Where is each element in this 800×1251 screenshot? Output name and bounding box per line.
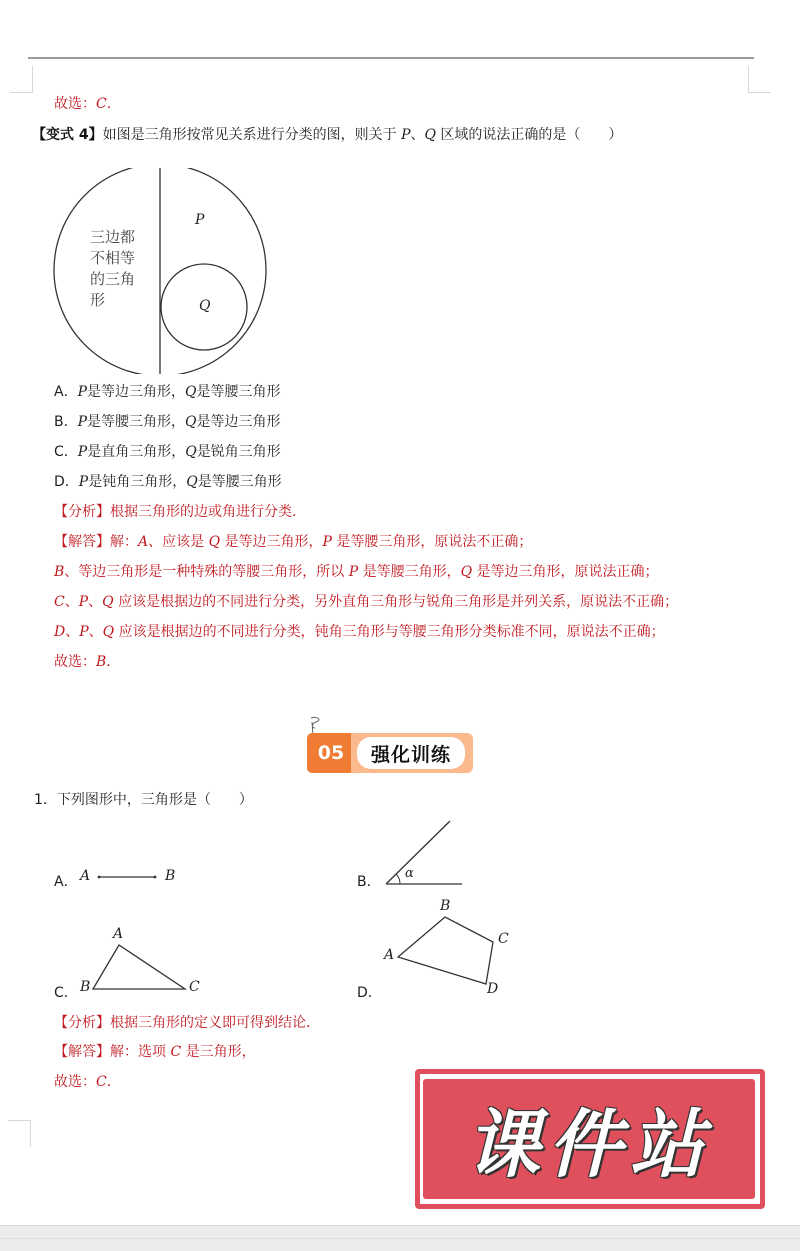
var-p: P — [77, 444, 88, 460]
var-q: Q — [186, 474, 198, 490]
solution-line — [54, 562, 659, 582]
option-letter: D． — [54, 474, 79, 490]
solution-text: 是三角形， — [181, 1044, 256, 1060]
margin-corner-mark — [748, 66, 771, 93]
question-text: 如图是三角形按常见关系进行分类的图，则关于 — [102, 127, 402, 143]
math-var: C — [54, 594, 65, 610]
section-number: 05 — [307, 733, 355, 773]
option-text: 是等边三角形 — [196, 414, 281, 430]
point-label: B — [440, 898, 451, 914]
point-label: C — [498, 931, 509, 947]
solution-text: 解： — [110, 534, 138, 550]
solution-text: 是等边三角形， — [220, 534, 323, 550]
solution-text: 、 — [64, 594, 79, 610]
var-p: P — [77, 384, 87, 400]
point-label: B — [165, 868, 176, 884]
answer-label: 故选： — [54, 1074, 96, 1090]
solution-text: 、 — [65, 624, 80, 640]
solution-text: 是等边三角形，原说法正确； — [472, 564, 659, 580]
point-label: B — [80, 979, 91, 995]
point-label: A — [80, 868, 91, 884]
option-a — [54, 382, 280, 402]
option-text: 是钝角三角形， — [88, 474, 187, 490]
math-var: D — [54, 624, 66, 640]
solution-text: 是等腰三角形， — [358, 564, 461, 580]
answer-choice: C — [96, 1074, 107, 1090]
math-var: B — [54, 564, 65, 580]
solution-text: 应该是根据边的不同进行分类，另外直角三角形与锐角三角形是并列关系，原说法不正确； — [113, 594, 679, 610]
triangle-abc-figure — [85, 935, 195, 1000]
previous-answer — [54, 94, 111, 114]
label-line: 的三角 — [90, 270, 136, 288]
solution-text: 、 — [88, 594, 103, 610]
watermark-text: 课件站 — [466, 1102, 712, 1188]
separator: 、 — [410, 127, 425, 143]
answer-choice: B — [96, 654, 107, 670]
region-scalene-label — [90, 227, 135, 311]
answer-label: 故选： — [54, 96, 96, 112]
solution-tag: 【解答】 — [54, 534, 110, 550]
quadrilateral-shape — [398, 917, 493, 984]
margin-corner-mark — [8, 1120, 31, 1147]
point-label: A — [384, 947, 395, 963]
math-var: P — [79, 624, 89, 640]
watermark-stamp — [415, 1067, 767, 1212]
solution-line — [54, 622, 665, 642]
math-var: Q — [460, 564, 473, 580]
option-b — [54, 412, 281, 432]
q1-option-b-letter: B． — [357, 874, 381, 890]
angle-arc — [396, 874, 400, 884]
region-q-label: Q — [199, 298, 211, 314]
option-text: 是等腰三角形 — [196, 384, 281, 400]
math-var: P — [348, 564, 359, 580]
angle-label: α — [405, 866, 414, 881]
analysis-tag: 【分析】 — [54, 504, 110, 520]
analysis — [54, 502, 306, 522]
solution-tag: 【解答】 — [54, 1044, 110, 1060]
question-text: 区域的说法正确的是（ ） — [435, 127, 623, 143]
var-q: Q — [424, 127, 436, 143]
q1-option-d-letter: D． — [357, 985, 382, 1001]
answer-choice: C — [96, 96, 107, 112]
angle-figure — [380, 815, 470, 890]
answer-label: 故选： — [54, 654, 96, 670]
margin-corner-mark — [10, 66, 33, 93]
solution-text: 、应该是 — [148, 534, 209, 550]
q1-stem: 1．下列图形中，三角形是（ ） — [34, 792, 253, 808]
solution-text: 是等腰三角形，原说法不正确； — [331, 534, 533, 550]
page-top-border — [28, 57, 754, 59]
q1-option-a-letter: A． — [54, 874, 78, 890]
q1-answer — [54, 1072, 121, 1092]
answer-end: . — [106, 96, 112, 112]
math-var: C — [170, 1044, 182, 1060]
option-text: 是等腰三角形， — [87, 414, 186, 430]
region-p-label: P — [195, 212, 205, 228]
q1-option-c-letter: C． — [54, 985, 78, 1001]
point-dot — [154, 876, 157, 879]
viewer-bottom-divider — [0, 1238, 800, 1239]
var-q: Q — [185, 384, 197, 400]
option-d — [54, 472, 282, 492]
point-label: D — [487, 981, 499, 997]
solution-line — [54, 592, 678, 612]
variant4-question — [32, 125, 622, 145]
math-var: P — [78, 594, 89, 610]
angle-ray — [386, 821, 450, 884]
analysis-tag: 【分析】 — [54, 1015, 110, 1031]
label-line: 不相等 — [90, 249, 136, 267]
q1-solution — [54, 1042, 256, 1062]
question-tag: 【变式 4】 — [32, 127, 103, 143]
answer-end: ． — [106, 654, 121, 670]
triangle-classification-figure — [50, 168, 272, 374]
final-answer — [54, 652, 120, 672]
segment-ab-figure — [95, 870, 165, 884]
solution-text: 、 — [88, 624, 103, 640]
math-var: Q — [102, 624, 115, 640]
answer-end: ． — [106, 1074, 121, 1090]
option-letter: C． — [54, 444, 78, 460]
section-badge — [307, 733, 473, 773]
solution-text: 、等边三角形是一种特殊的等腰三角形，所以 — [64, 564, 349, 580]
var-q: Q — [185, 444, 197, 460]
var-p: P — [401, 127, 411, 143]
label-line: 三边都 — [90, 228, 136, 246]
math-var: Q — [102, 594, 114, 610]
section-title: 强化训练 — [357, 737, 465, 769]
point-dot — [98, 876, 101, 879]
section-title-frame — [351, 733, 473, 773]
option-c — [54, 442, 281, 462]
quadrilateral-abcd-figure — [390, 910, 510, 990]
math-var: Q — [208, 534, 221, 550]
var-q: Q — [185, 414, 197, 430]
option-text: 是等腰三角形 — [197, 474, 282, 490]
math-var: A — [138, 534, 149, 550]
point-label: A — [113, 926, 124, 942]
solution-line — [54, 532, 532, 552]
var-p: P — [78, 474, 89, 490]
math-var: P — [322, 534, 332, 550]
analysis-text: 根据三角形的定义即可得到结论． — [110, 1015, 320, 1031]
solution-text: 应该是根据边的不同进行分类，钝角三角形与等腰三角形分类标准不同，原说法不正确； — [114, 624, 665, 640]
label-line: 形 — [90, 291, 106, 309]
triangle-shape — [93, 945, 185, 989]
q1-analysis — [54, 1013, 320, 1033]
point-label: C — [189, 979, 200, 995]
solution-text: 解：选项 — [110, 1044, 171, 1060]
option-text: 是直角三角形， — [87, 444, 186, 460]
option-letter: A． — [54, 384, 78, 400]
option-text: 是等边三角形， — [87, 384, 185, 400]
option-text: 是锐角三角形 — [196, 444, 281, 460]
var-p: P — [77, 414, 88, 430]
analysis-text: 根据三角形的边或角进行分类． — [110, 504, 306, 520]
option-letter: B． — [54, 414, 78, 430]
